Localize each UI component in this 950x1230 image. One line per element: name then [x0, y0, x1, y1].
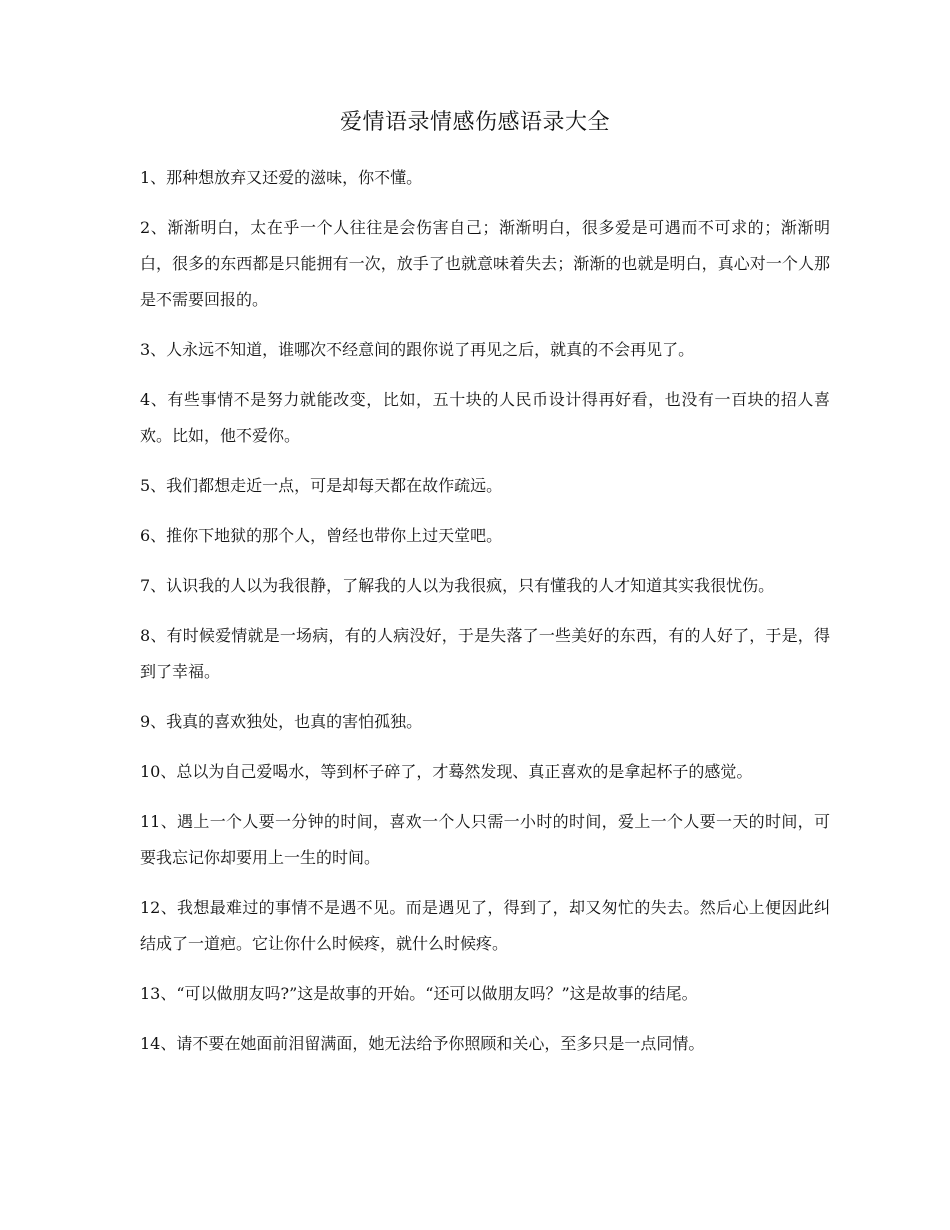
paragraph-4: 4、有些事情不是努力就能改变，比如，五十块的人民币设计得再好看，也没有一百块的招人喜欢。比如，他不爱你。	[140, 390, 830, 445]
document-body	[140, 160, 830, 1076]
document-title: 爱情语录情感伤感语录大全	[339, 110, 610, 135]
paragraph-2: 2、渐渐明白，太在乎一个人往往是会伤害自己；渐渐明白，很多爱是可遇而不可求的；渐渐明白，很多的东西都是只能拥有一次，放手了也就意味着失去；渐渐的也就是明白，真心对一个人那是不需要回报的。	[140, 218, 830, 309]
paragraph-10: 10、总以为自己爱喝水，等到杯子碎了，才蓦然发现、真正喜欢的是拿起杯子的感觉。	[140, 762, 753, 781]
paragraph-6: 6、推你下地狱的那个人，曾经也带你上过天堂吧。	[140, 526, 503, 545]
paragraph-14: 14、请不要在她面前泪留满面，她无法给予你照顾和关心，至多只是一点同情。	[140, 1034, 705, 1053]
paragraph-8: 8、有时候爱情就是一场病，有的人病没好，于是失落了一些美好的东西，有的人好了，于是，得到了幸福。	[140, 626, 830, 681]
paragraph-12: 12、我想最难过的事情不是遇不见。而是遇见了，得到了，却又匆忙的失去。然后心上便因此纠结成了一道疤。它让你什么时候疼，就什么时候疼。	[140, 898, 830, 953]
paragraph-7: 7、认识我的人以为我很静，了解我的人以为我很疯，只有懂我的人才知道其实我很忧伤。	[140, 576, 775, 595]
paragraph-11: 11、遇上一个人要一分钟的时间，喜欢一个人只需一小时的时间，爱上一个人要一天的时间，可要我忘记你却要用上一生的时间。	[140, 812, 830, 867]
paragraph-9: 9、我真的喜欢独处，也真的害怕孤独。	[140, 712, 423, 731]
paragraph-5: 5、我们都想走近一点，可是却每天都在故作疏远。	[140, 476, 503, 495]
paragraph-3: 3、人永远不知道，谁哪次不经意间的跟你说了再见之后，就真的不会再见了。	[140, 340, 695, 359]
paragraph-1: 1、那种想放弃又还爱的滋味，你不懂。	[140, 168, 423, 187]
paragraph-13: 13、“可以做朋友吗?”这是故事的开始。“还可以做朋友吗？”这是故事的结尾。	[140, 984, 698, 1003]
